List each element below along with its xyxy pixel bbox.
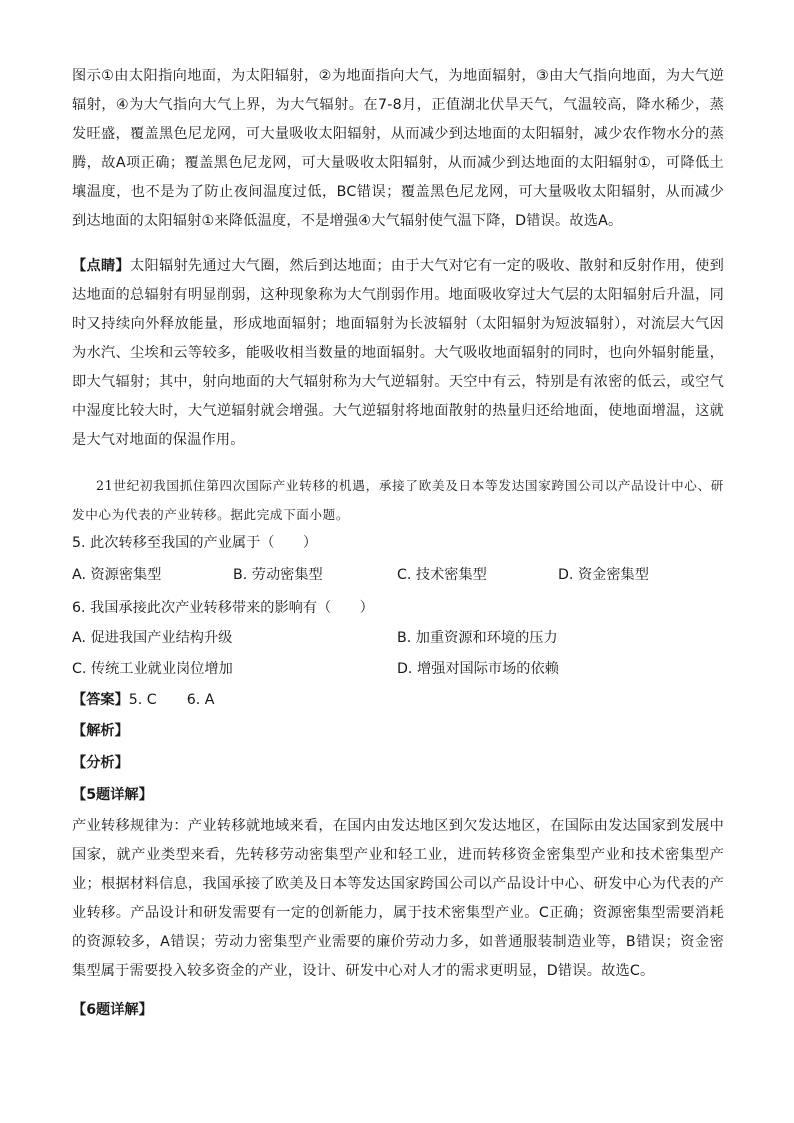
dianjing-text: 太阳辐射先通过大气圈，然后到达地面；由于大气对它有一定的吸收、散射和反射作用，使到达地面的总辐射有明显削弱，这种现象称为大气削弱作用。地面吸收穿过大气层的太阳辐射后升温，同时又持续向外释放能量，形成地面辐射；地面辐射为长波辐射（太阳辐射为短波辐射），对流层大气因为水汽、尘埃和云等较多，能吸收相当数量的地面辐射。大气吸收地面辐射的同时，也向外辐射能量，即大气辐射；其中，射向地面的大气辐射称为大气逆辐射。天空中有云，特别是有浓密的低云，或空气中湿度比较大时，大气逆辐射就会增强。大气逆辐射将地面散射的热量归还给地面，使地面增温，这就是大气对地面的保温作用。 <box>72 258 724 448</box>
q6-option-b: B. 加重资源和环境的压力 <box>397 630 558 646</box>
detail-6-heading: 【6题详解】 <box>72 1002 153 1018</box>
detail-5-heading: 【5题详解】 <box>72 787 153 803</box>
dianjing-paragraph <box>72 252 724 455</box>
dianjing-label: 【点睛】 <box>72 258 130 274</box>
detail-5-paragraph: 产业转移规律为：产业转移就地域来看，在国内由发达地区到欠发达地区，在国际由发达国家到发展中国家，就产业类型来看，先转移劳动密集型产业和轻工业，进而转移资金密集型产业和技术密集型产业；根据材料信息，我国承接了欧美及日本等发达国家跨国公司以产品设计中心、研发中心为代表的产业转移。产品设计和研发需要有一定的创新能力，属于技术密集型产业。C正确；资源密集型需要消耗的资源较多，A错误；劳动力密集型产业需要的廉价劳动力多，如普通服装制造业等，B错误；资金密集型属于需要投入较多资金的产业，设计、研发中心对人才的需求更明显，D错误。故选C。 <box>72 818 724 979</box>
question-6-stem: 6. 我国承接此次产业转移带来的影响有（ ） <box>72 600 374 616</box>
material-paragraph: 21世纪初我国抓住第四次国际产业转移的机遇，承接了欧美及日本等发达国家跨国公司以产品设计中心、研发中心为代表的产业转移。据此完成下面小题。 <box>72 478 724 522</box>
q6-option-d: D. 增强对国际市场的依赖 <box>397 661 559 677</box>
answer-6: 6. A <box>186 692 215 708</box>
answer-line <box>72 690 214 710</box>
q5-option-b: B. 劳动密集型 <box>233 567 323 583</box>
q6-option-c: C. 传统工业就业岗位增加 <box>72 661 233 677</box>
q5-option-c: C. 技术密集型 <box>397 567 487 583</box>
jiexi-heading: 【解析】 <box>72 723 129 739</box>
question-5-stem: 5. 此次转移至我国的产业属于（ ） <box>72 535 318 551</box>
answer-label: 【答案】 <box>72 692 129 708</box>
q6-option-a: A. 促进我国产业结构升级 <box>72 630 233 646</box>
q5-option-a: A. 资源密集型 <box>72 567 162 583</box>
q5-option-d: D. 资金密集型 <box>558 567 649 583</box>
answer-5: 5. C <box>128 692 157 708</box>
fenxi-heading: 【分析】 <box>72 755 129 771</box>
explanation-paragraph: 图示①由太阳指向地面，为太阳辐射，②为地面指向大气，为地面辐射，③由大气指向地面，为大气逆辐射，④为大气指向大气上界，为大气辐射。在7-8月，正值湖北伏旱天气，气温较高，降水稀少，蒸发旺盛，覆盖黑色尼龙网，可大量吸收太阳辐射，从而减少到达地面的太阳辐射，减少农作物水分的蒸腾，故A项正确；覆盖黑色尼龙网，可大量吸收太阳辐射，从而减少到达地面的太阳辐射①，可降低土壤温度，也不是为了防止夜间温度过低，BC错误；覆盖黑色尼龙网，可大量吸收太阳辐射，从而减少到达地面的太阳辐射①来降低温度，不是增强④大气辐射使气温下降，D错误。故选A。 <box>72 68 724 229</box>
